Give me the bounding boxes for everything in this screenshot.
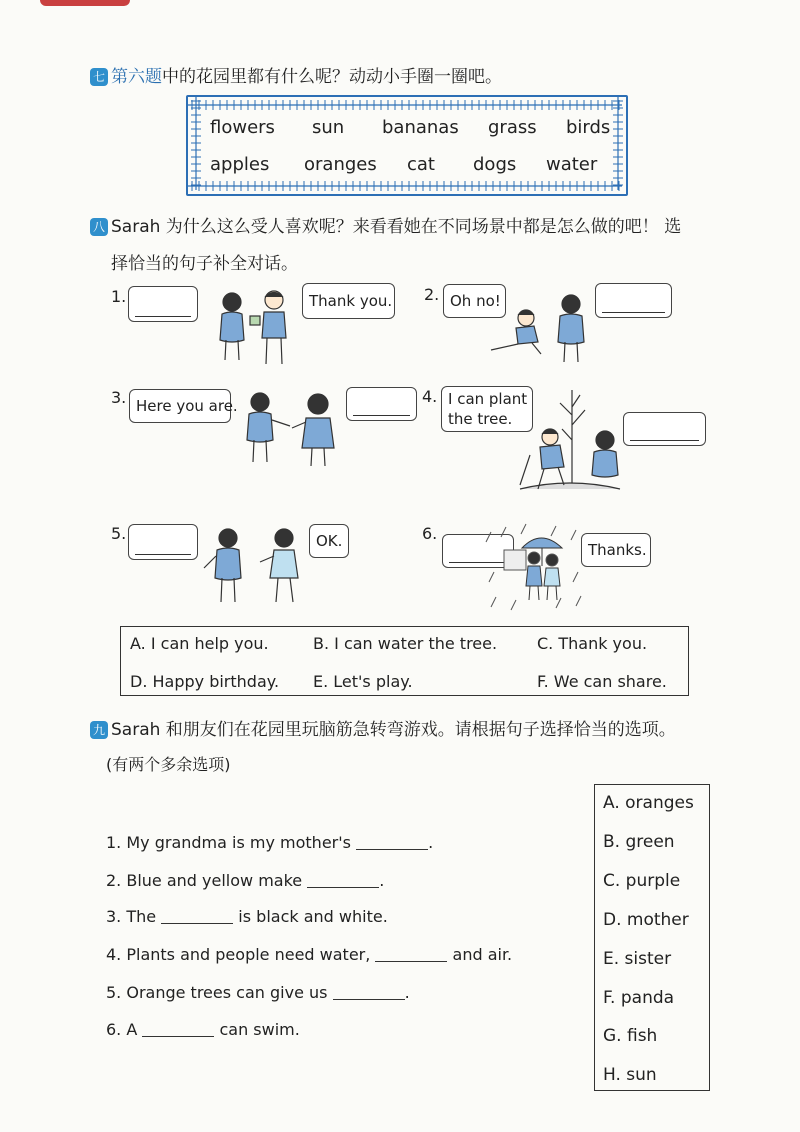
section8-option-e: E. Let's play. [313, 672, 413, 691]
scene5-illustration [200, 526, 310, 610]
corner-decoration [40, 0, 130, 6]
section8-option-c: C. Thank you. [537, 634, 648, 653]
tick-border-left [191, 97, 201, 194]
section9-note: (有两个多余选项) [106, 755, 231, 774]
sentence5-end: . [404, 983, 410, 1002]
section8-option-b: B. I can water the tree. [313, 634, 498, 653]
word-oranges[interactable]: oranges [304, 154, 377, 175]
section9-option-h: H. sun [603, 1065, 657, 1085]
section9-option-f: F. panda [603, 988, 675, 1008]
sentence5-text: 5. Orange trees can give us [106, 983, 333, 1002]
scene1-illustration [210, 288, 300, 373]
sentence3-end: is black and white. [233, 907, 388, 926]
scene1-answer-bubble[interactable] [128, 286, 198, 322]
section8-option-f: F. We can share. [537, 672, 667, 691]
section8-badge: 八 [90, 218, 108, 236]
scene5-answer-bubble[interactable] [128, 524, 198, 560]
section7-title-highlight: 第六题 [111, 67, 162, 87]
section9-option-d: D. mother [603, 910, 689, 930]
scene4-bubble-line2: the tree. [448, 410, 513, 428]
sentence1-blank[interactable] [356, 835, 428, 850]
scene3-blank[interactable] [353, 415, 410, 416]
section8-option-a: A. I can help you. [130, 634, 269, 653]
word-dogs[interactable]: dogs [473, 154, 517, 175]
section7-heading [90, 62, 502, 87]
scene2-bubble: Oh no! [443, 284, 506, 318]
section7-badge: 七 [90, 68, 108, 86]
section9-option-a: A. oranges [603, 793, 694, 813]
scene6-illustration [486, 522, 586, 610]
word-flowers[interactable]: flowers [210, 117, 275, 138]
scene3-answer-bubble[interactable] [346, 387, 417, 421]
sentence2-text: 2. Blue and yellow make [106, 871, 308, 890]
section9-badge: 九 [90, 721, 108, 739]
tick-border-bottom [188, 181, 626, 191]
section9-title: Sarah 和朋友们在花园里玩脑筋急转弯游戏。请根据句子选择恰当的选项。 [111, 720, 676, 740]
scene4-illustration [510, 385, 630, 500]
scene1-blank[interactable] [135, 316, 191, 317]
sentence1-text: 1. My grandma is my mother's [106, 833, 357, 852]
section9-option-e: E. sister [603, 949, 672, 969]
section9-sentence-6 [106, 1020, 300, 1039]
scene5-blank[interactable] [135, 554, 191, 555]
word-box [186, 95, 628, 196]
section9-sentence-4 [106, 945, 512, 964]
section9-option-c: C. purple [603, 871, 681, 891]
word-cat[interactable]: cat [407, 154, 435, 175]
scene1-bubble: Thank you. [302, 283, 395, 319]
section8-title-line1: Sarah 为什么这么受人喜欢呢？来看看她在不同场景中都是怎么做的吧！ 选 [111, 217, 682, 237]
word-apples[interactable]: apples [210, 154, 270, 175]
scene5-bubble: OK. [309, 524, 349, 558]
sentence6-text: 6. A [106, 1020, 143, 1039]
section8-heading [90, 212, 681, 237]
word-birds[interactable]: birds [566, 117, 611, 138]
scene2-illustration [486, 290, 596, 370]
word-grass[interactable]: grass [488, 117, 537, 138]
sentence4-text: 4. Plants and people need water, [106, 945, 376, 964]
section9-sentence-5 [106, 983, 410, 1002]
scene6-number: 6. [422, 524, 438, 543]
section9-option-g: G. fish [603, 1026, 658, 1046]
sentence2-blank[interactable] [307, 873, 379, 888]
scene3-illustration [232, 390, 342, 472]
sentence3-blank[interactable] [161, 909, 233, 924]
scene4-bubble-line1: I can plant [448, 390, 528, 408]
sentence3-text: 3. The [106, 907, 162, 926]
word-water[interactable]: water [546, 154, 598, 175]
sentence4-blank[interactable] [375, 947, 447, 962]
scene3-bubble: Here you are. [129, 389, 231, 423]
section9-sentence-1 [106, 833, 433, 852]
sentence5-blank[interactable] [333, 985, 405, 1000]
scene2-blank[interactable] [602, 312, 665, 313]
tick-border-top [188, 100, 626, 110]
word-sun[interactable]: sun [312, 117, 345, 138]
section8-option-d: D. Happy birthday. [130, 672, 280, 691]
section9-sentence-2 [106, 871, 384, 890]
scene4-answer-bubble[interactable] [623, 412, 706, 446]
section9-sentence-3 [106, 907, 388, 926]
section9-option-b: B. green [603, 832, 675, 852]
sentence4-end: and air. [447, 945, 513, 964]
scene1-number: 1. [111, 287, 127, 306]
scene4-blank[interactable] [630, 440, 699, 441]
section8-title-line2: 择恰当的句子补全对话。 [111, 254, 298, 274]
scene2-number: 2. [424, 285, 440, 304]
scene3-number: 3. [111, 388, 127, 407]
sentence1-end: . [428, 833, 434, 852]
scene6-bubble: Thanks. [581, 533, 651, 567]
section9-heading [90, 715, 676, 740]
scene5-number: 5. [111, 524, 127, 543]
section7-title: 中的花园里都有什么呢？动动小手圈一圈吧。 [162, 67, 502, 87]
sentence6-blank[interactable] [142, 1022, 214, 1037]
sentence2-end: . [379, 871, 385, 890]
tick-border-right [613, 97, 623, 194]
scene4-number: 4. [422, 387, 438, 406]
word-bananas[interactable]: bananas [382, 117, 459, 138]
scene2-answer-bubble[interactable] [595, 283, 672, 318]
sentence6-end: can swim. [214, 1020, 300, 1039]
